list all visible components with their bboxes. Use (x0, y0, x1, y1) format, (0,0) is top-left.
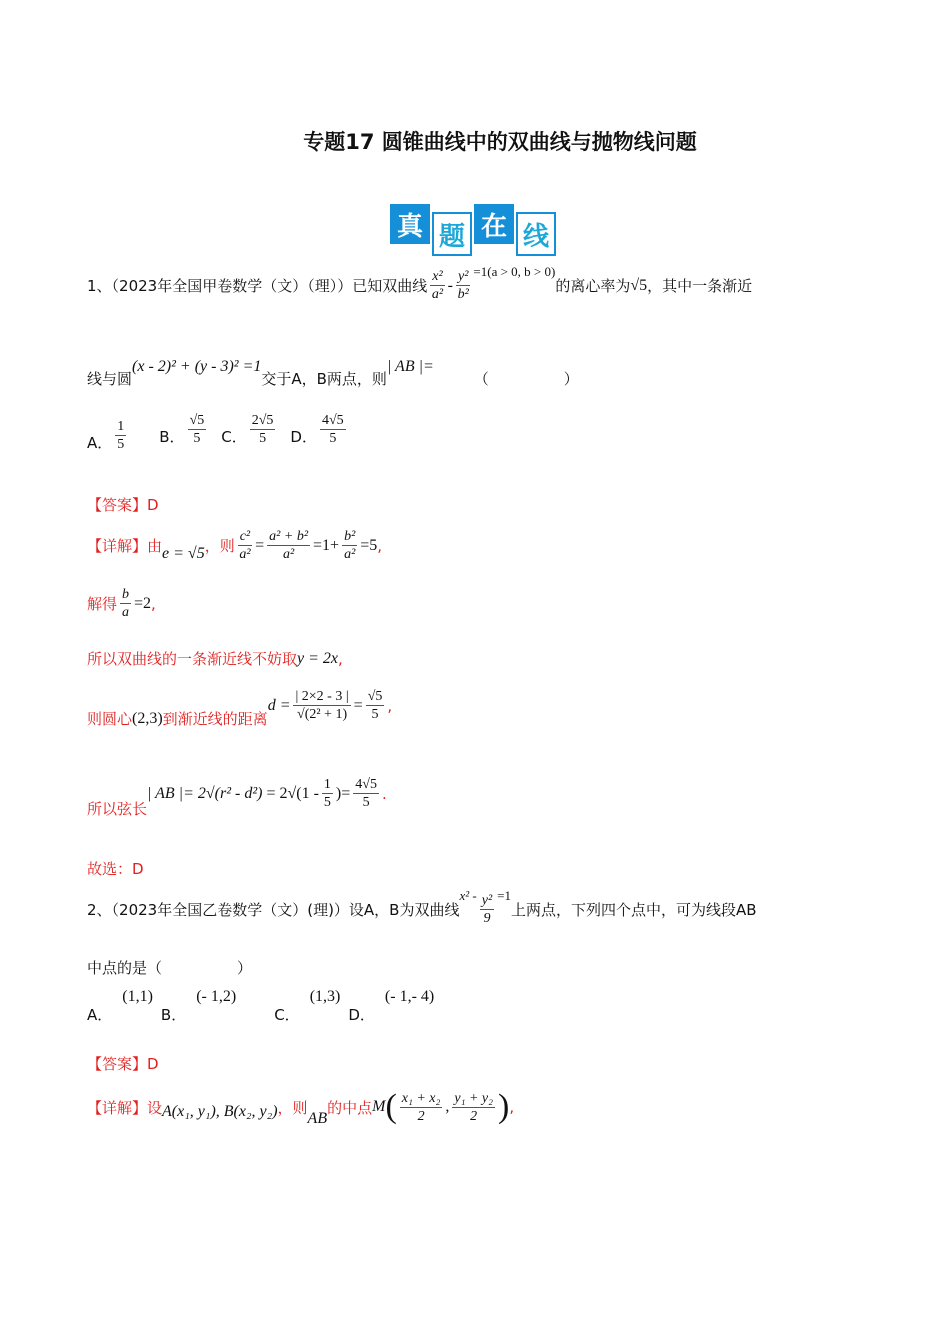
math: , (445, 1098, 450, 1115)
den: 5 (193, 431, 201, 446)
math: - (447, 276, 453, 294)
q1-detail-line1 (87, 528, 382, 563)
option-label: B． (159, 428, 185, 446)
option-c[interactable] (274, 988, 340, 1025)
num: y₁ + y₂ (454, 1090, 493, 1106)
option-label: B． (160, 1006, 187, 1024)
math: =2 (134, 594, 152, 612)
logo-char: 题 (432, 212, 472, 256)
page-title: 专题17 圆锥曲线中的双曲线与抛物线问题 (303, 130, 697, 154)
fraction (115, 418, 126, 453)
den: 5 (362, 795, 370, 810)
fraction (120, 586, 131, 621)
option-a[interactable] (87, 406, 129, 453)
fraction (322, 776, 333, 811)
fraction (456, 268, 470, 303)
q2-stem-line2: 中点的是（ ） (87, 959, 253, 977)
num: b (122, 587, 130, 602)
q1-detail-line4 (87, 682, 392, 729)
math: √5 (630, 276, 648, 294)
text: , (338, 649, 343, 668)
num: 1 (117, 419, 125, 434)
math: AB (307, 1110, 328, 1127)
answer-value: D (147, 495, 159, 514)
fraction (320, 412, 346, 447)
q1-stem-line2 (87, 344, 579, 389)
q1-options (87, 406, 349, 453)
text: 所以双曲线的一条渐近线不妨取 (87, 650, 298, 668)
q1-detail-line3 (87, 648, 343, 669)
den: 5 (117, 437, 125, 452)
math: ) (335, 784, 342, 802)
fraction (238, 528, 252, 563)
text: , (377, 536, 383, 555)
logo-char: 线 (516, 212, 556, 256)
den: a² (239, 547, 251, 562)
text: 的中点 (327, 1098, 373, 1117)
option-c[interactable] (221, 412, 278, 447)
logo-char: 在 (474, 204, 514, 244)
option-b[interactable] (159, 412, 209, 447)
fraction (366, 688, 385, 723)
q1-answer (87, 494, 159, 515)
q2-detail-line1: 【详解】设 A(x₁, y₁), B(x₂, y₂) ，则 AB 的中点 M ( $\frac{\text{x₁ + x₂}}{2}$ , $\frac{\text{y₁ + y₂}}{2}$ ) , (87, 1088, 515, 1127)
text: ，则 (204, 537, 235, 555)
option-a[interactable] (87, 988, 153, 1025)
den: 5 (323, 795, 331, 810)
den: √(2² + 1) (297, 707, 348, 722)
fraction (250, 412, 276, 447)
den: 2 (470, 1108, 478, 1124)
math: y = 2x (297, 649, 339, 667)
option-label: D． (290, 428, 317, 446)
fraction (188, 412, 207, 447)
math: | AB |= 2√(r² - d²) (147, 784, 263, 802)
den: a² (344, 547, 356, 562)
num: a² + b² (269, 529, 309, 544)
num: 4√5 (321, 413, 344, 428)
math: (2,3) (132, 709, 163, 727)
option-label: C． (274, 1006, 300, 1024)
q1-detail-line2 (87, 586, 156, 621)
text: 交于A，B两点，则 (261, 370, 387, 388)
text: 所以弦长 (87, 800, 148, 818)
text: ，则 (277, 1098, 308, 1117)
text: 【详解】设 (87, 1098, 163, 1117)
fraction (267, 528, 310, 563)
text: 【详解】由 (87, 537, 163, 555)
text: 到渐近线的距离 (162, 710, 268, 728)
fraction (353, 776, 379, 811)
num: y² (481, 893, 493, 908)
fraction (400, 1090, 443, 1125)
num: b² (344, 529, 356, 544)
text: , (509, 1098, 515, 1116)
num: 1 (323, 777, 331, 792)
math: | AB |= (386, 357, 434, 375)
text: 上两点，下列四个点中，可为线段AB (511, 901, 757, 919)
math: =1(a > 0, b > 0) (473, 263, 556, 279)
text: 1、（2023年全国甲卷数学（文）（理））已知双曲线 (87, 277, 428, 295)
math: = 2√(1 - (266, 784, 319, 802)
fraction (293, 688, 350, 723)
answer-label: 【答案】 (87, 496, 148, 514)
option-value: (1,3) (309, 988, 341, 1005)
answer-label: 【答案】 (87, 1055, 148, 1073)
fraction (480, 892, 494, 927)
text: 解得 (87, 595, 118, 613)
option-b[interactable] (161, 988, 236, 1025)
math: x² - (459, 887, 477, 903)
num: c² (239, 529, 251, 544)
den: a² (431, 287, 444, 302)
den: 2 (417, 1108, 425, 1124)
den: 5 (329, 431, 337, 446)
num: x₁ + x₂ (401, 1090, 441, 1106)
text: , (151, 594, 156, 613)
math: =1 (497, 887, 511, 903)
math: = (255, 536, 265, 554)
den: 5 (259, 431, 267, 446)
option-label: D． (348, 1006, 375, 1024)
num: 2√5 (251, 413, 274, 428)
option-label: A． (87, 434, 113, 452)
zhenti-zaixian-logo (390, 204, 556, 256)
math: M (372, 1098, 386, 1115)
text: 2、（2023年全国乙卷数学（文）(理)）设A，B为双曲线 (87, 901, 460, 919)
fraction (430, 268, 444, 303)
math: d = (267, 696, 291, 714)
num: | 2×2 - 3 | (295, 689, 349, 704)
math: e = √5 (162, 544, 205, 562)
q1-stem-line1 (87, 263, 753, 303)
den: 9 (483, 911, 491, 926)
math: (x - 2)² + (y - 3)² =1 (132, 357, 262, 375)
num: √5 (367, 689, 383, 704)
option-d[interactable] (348, 988, 434, 1025)
den: b² (457, 287, 469, 302)
q2-stem-line1 (87, 887, 757, 927)
fraction (452, 1090, 495, 1125)
answer-value: D (147, 1054, 159, 1073)
q1-final: 故选：D (87, 860, 144, 878)
option-value: (- 1,- 4) (384, 988, 435, 1005)
answer-blank: （ ） (473, 370, 579, 388)
num: √5 (189, 413, 205, 428)
den: a² (282, 547, 295, 562)
fraction (342, 528, 357, 563)
num: x² (432, 269, 443, 284)
option-label: C． (221, 428, 247, 446)
num: y² (457, 269, 469, 284)
logo-char: 真 (390, 204, 430, 244)
den: a (122, 605, 130, 620)
q1-detail-line5 (87, 768, 387, 819)
math: A(x₁, y₁), B(x₂, y₂) (162, 1103, 278, 1120)
q2-answer (87, 1053, 159, 1074)
q2-options (87, 988, 434, 1025)
option-label: A． (87, 1006, 113, 1024)
option-d[interactable] (290, 412, 348, 447)
text: 则圆心 (87, 710, 133, 728)
den: 5 (371, 707, 379, 722)
text: ，其中一条渐近 (647, 277, 753, 295)
num: 4√5 (355, 777, 377, 792)
math: = (341, 784, 351, 802)
text: . (381, 784, 387, 803)
text: 的离心率为 (555, 277, 631, 295)
text: , (387, 696, 393, 715)
text: 线与圆 (87, 370, 133, 388)
math: = (353, 696, 363, 714)
math: =5 (360, 536, 378, 554)
option-value: (1,1) (122, 988, 153, 1005)
math: =1+ (313, 536, 340, 554)
option-value: (- 1,2) (196, 988, 237, 1005)
